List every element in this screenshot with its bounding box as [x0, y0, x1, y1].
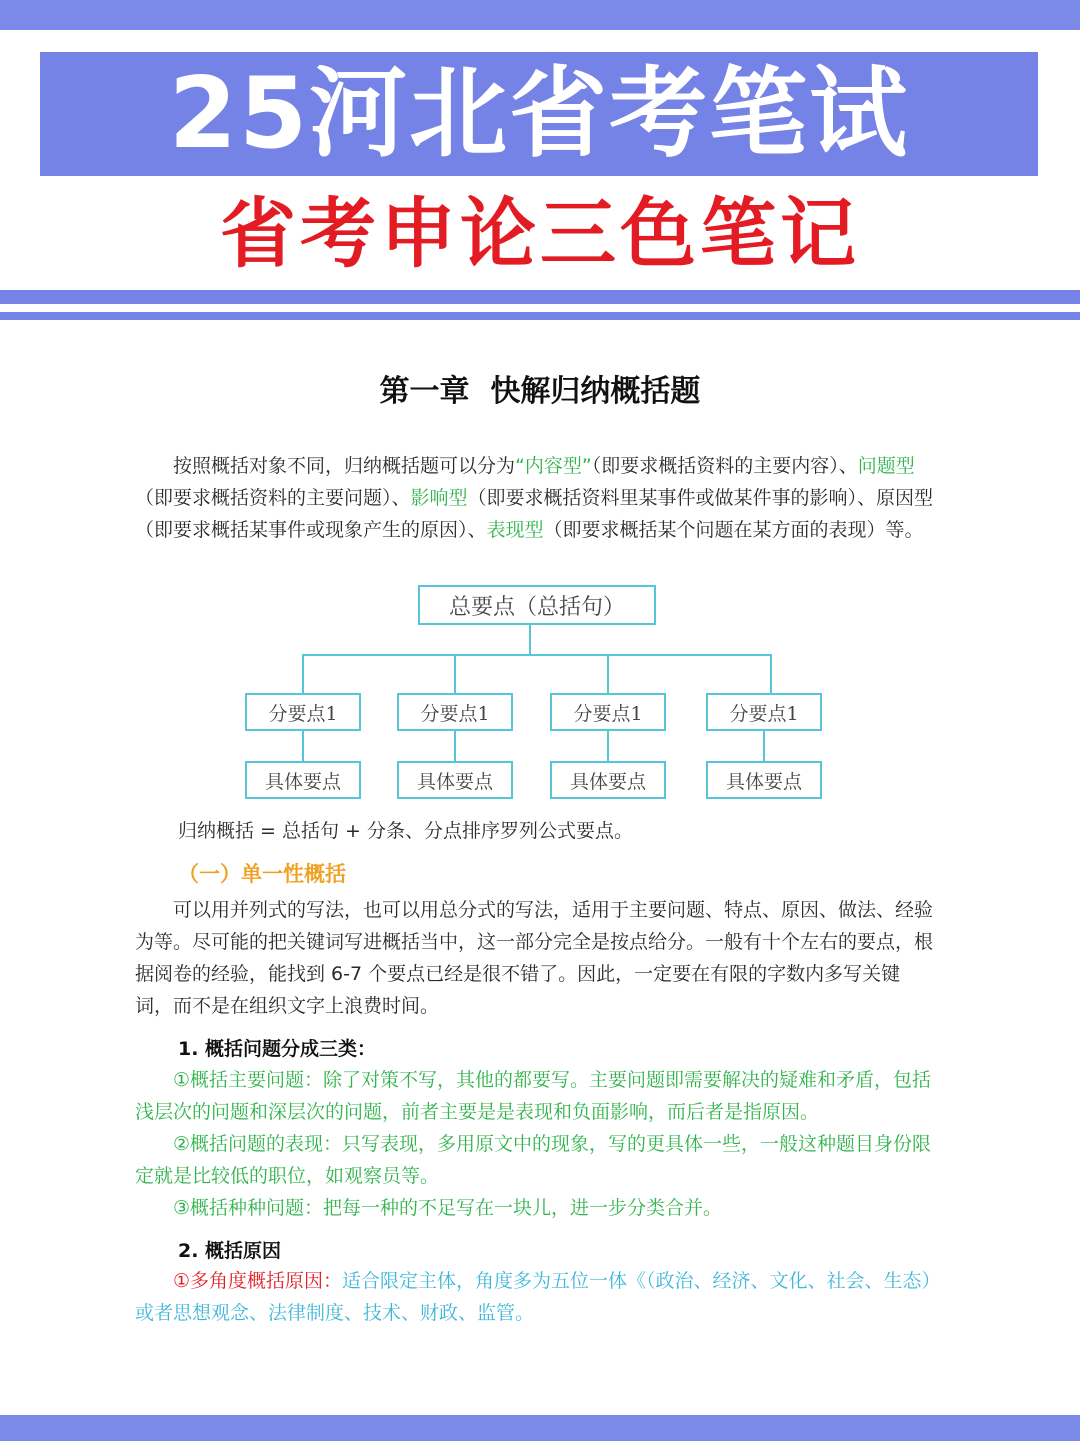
- section1-body: 可以用并列式的写法，也可以用总分式的写法，适用于主要问题、特点、原因、做法、经验为等。尽可能的把关键词写进概括当中，这一部分完全是按点给分。一般有十个左右的要点，根据阅卷的经验，能找到 6-7 个要点已经是很不错了。因此，一定要在有限的字数内多写关键词，而不是在组织文字上浪费时间。: [135, 899, 934, 1017]
- intro-text-b: （即要求概括资料的主要内容）、: [591, 455, 858, 477]
- type-problem: 问题型: [857, 455, 915, 477]
- diagram-detail-box-3: 具体要点: [550, 761, 666, 799]
- intro-text-a: 按照概括对象不同，归纳概括题可以分为: [173, 455, 516, 477]
- connector-drop-3: [607, 654, 609, 694]
- diagram-sub-box-2: 分要点1: [397, 693, 513, 731]
- intro-paragraph: [135, 450, 935, 546]
- connector-horizontal: [302, 654, 772, 656]
- diagram-main-box: 总要点（总括句）: [418, 585, 656, 625]
- connector-detail-1: [302, 731, 304, 761]
- formula-text: 归纳概括 = 总括句 + 分条、分点排序罗列公式要点。: [178, 820, 633, 842]
- summary-diagram: [0, 585, 1080, 805]
- connector-main-down: [529, 625, 531, 655]
- section-heading-single: （一）单一性概括: [178, 862, 346, 886]
- connector-detail-3: [607, 731, 609, 761]
- connector-drop-1: [302, 654, 304, 694]
- diagram-detail-box-2: 具体要点: [397, 761, 513, 799]
- diagram-detail-box-1: 具体要点: [245, 761, 361, 799]
- part1-item-1: ①概括主要问题：除了对策不写，其他的都要写。主要问题即需要解决的疑难和矛盾，包括浅层次的问题和深层次的问题，前者主要是是表现和负面影响，而后者是指原因。: [135, 1069, 932, 1123]
- diagram-detail-box-4: 具体要点: [706, 761, 822, 799]
- connector-drop-2: [454, 654, 456, 694]
- intro-text-c: （即要求概括资料的主要问题）、: [135, 487, 411, 509]
- connector-drop-4: [770, 654, 772, 694]
- type-content: “内容型”: [515, 455, 592, 477]
- part2-item-1-label: ①多角度概括原因：: [173, 1270, 343, 1292]
- part1-item-2: ②概括问题的表现：只写表现，多用原文中的现象，写的更具体一些，一般这种题目身份限定就是比较低的职位，如观察员等。: [135, 1133, 932, 1187]
- divider-band-thick: [0, 290, 1080, 304]
- part2-item-1-body: 适合限定主体，角度多为五位一体《（政治、经济、文化、社会、生态）或者思想观念、法律制度、技术、财政、监管。: [135, 1270, 932, 1324]
- intro-text-e: （即要求概括某个问题在某方面的表现）等。: [543, 519, 924, 541]
- diagram-sub-box-1: 分要点1: [245, 693, 361, 731]
- part1-item-3: ③概括种种问题：把每一种的不足写在一块儿，进一步分类合并。: [173, 1197, 723, 1219]
- diagram-sub-box-4: 分要点1: [706, 693, 822, 731]
- divider-band-thin: [0, 312, 1080, 320]
- part2-item-1: [135, 1265, 935, 1329]
- connector-detail-4: [763, 731, 765, 761]
- title-banner: [40, 52, 1038, 176]
- page-subtitle: 省考申论三色笔记: [220, 189, 860, 278]
- type-impact: 影响型: [410, 487, 468, 509]
- bottom-stripe: [0, 1415, 1080, 1441]
- type-manifestation: 表现型: [486, 519, 544, 541]
- chapter-title: 第一章 快解归纳概括题: [379, 374, 701, 409]
- connector-detail-2: [454, 731, 456, 761]
- part2-heading: 2. 概括原因: [178, 1240, 282, 1262]
- part1-heading: 1. 概括问题分成三类：: [178, 1038, 377, 1060]
- page-title: 25河北省考笔试: [168, 57, 910, 171]
- top-stripe: [0, 0, 1080, 30]
- intro-text-d: （即要求概括资料里某事件或做某件事的影响）、原因型（即要求概括某事件或现象产生的原因）、: [135, 487, 934, 541]
- diagram-sub-box-3: 分要点1: [550, 693, 666, 731]
